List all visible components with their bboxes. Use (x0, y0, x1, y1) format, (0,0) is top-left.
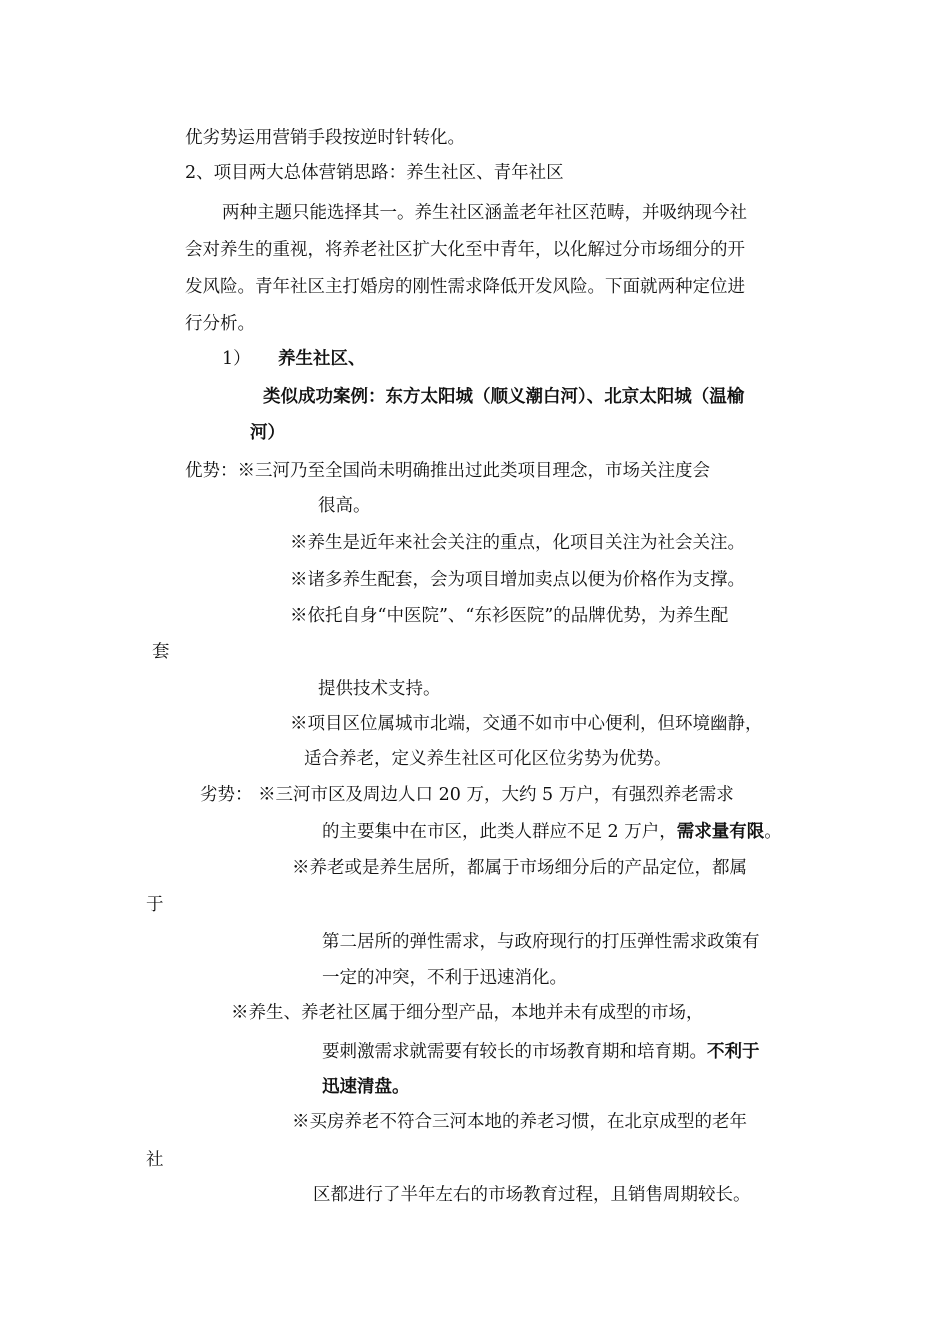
emphasis-text: 需求量有限 (676, 822, 765, 842)
disadvantage-item: ※养老或是养生居所，都属于市场细分后的产品定位，都属 (292, 858, 747, 878)
text-line: 两种主题只能选择其一。养生社区涵盖老年社区范畴，并吸纳现今社 (222, 203, 747, 223)
text-line: 于 (146, 895, 164, 915)
disadvantage-item: 劣势： ※三河市区及周边人口 20 万，大约 5 万户，有强烈养老需求 (200, 785, 734, 805)
advantage-item: ※诸多养生配套，会为项目增加卖点以便为价格作为支撑。 (290, 570, 745, 590)
text-run: 。 (764, 822, 782, 842)
subsection-title: 养生社区、 (278, 349, 366, 369)
emphasis-text: 迅速清盘。 (322, 1077, 410, 1097)
advantage-item: ※项目区位属城市北端，交通不如市中心便利，但环境幽静， (290, 714, 763, 734)
text-line: 优劣势运用营销手段按逆时针转化。 (185, 128, 465, 148)
emphasis-text: 不利于 (707, 1042, 760, 1062)
text-line: 套 (152, 642, 170, 662)
advantage-item: 优势：※三河乃至全国尚未明确推出过此类项目理念，市场关注度会 (185, 461, 710, 481)
text-line (322, 820, 782, 844)
text-line: 提供技术支持。 (318, 679, 441, 699)
text-line: 很高。 (318, 496, 371, 516)
text-line: 一定的冲突，不利于迅速消化。 (322, 968, 567, 988)
case-examples: 类似成功案例：东方太阳城（顺义潮白河）、北京太阳城（温榆 (263, 387, 745, 407)
case-examples-cont: 河） (250, 423, 285, 443)
text-line: 区都进行了半年左右的市场教育过程，且销售周期较长。 (313, 1185, 751, 1205)
text-run: 的主要集中在市区，此类人群应不足 2 万户， (322, 822, 677, 842)
section-heading: 2、项目两大总体营销思路：养生社区、青年社区 (185, 163, 564, 183)
text-line: 适合养老，定义养生社区可化区位劣势为优势。 (304, 749, 672, 769)
text-line: 行分析。 (185, 314, 255, 334)
text-run: 要刺激需求就需要有较长的市场教育期和培育期。 (322, 1042, 707, 1062)
advantage-item: ※养生是近年来社会关注的重点，化项目关注为社会关注。 (290, 533, 745, 553)
text-line: 会对养生的重视，将养老社区扩大化至中青年，以化解过分市场细分的开 (185, 240, 745, 260)
advantage-item: ※依托自身“中医院”、“东衫医院”的品牌优势，为养生配 (290, 606, 729, 626)
text-line (322, 1040, 760, 1064)
text-line: 社 (146, 1150, 164, 1170)
text-line: 发风险。青年社区主打婚房的刚性需求降低开发风险。下面就两种定位进 (185, 277, 745, 297)
disadvantage-item: ※买房养老不符合三河本地的养老习惯，在北京成型的老年 (292, 1112, 747, 1132)
list-number: 1） (222, 349, 251, 369)
disadvantage-item: ※养生、养老社区属于细分型产品，本地并未有成型的市场， (231, 1003, 704, 1023)
text-line: 第二居所的弹性需求，与政府现行的打压弹性需求政策有 (322, 932, 760, 952)
